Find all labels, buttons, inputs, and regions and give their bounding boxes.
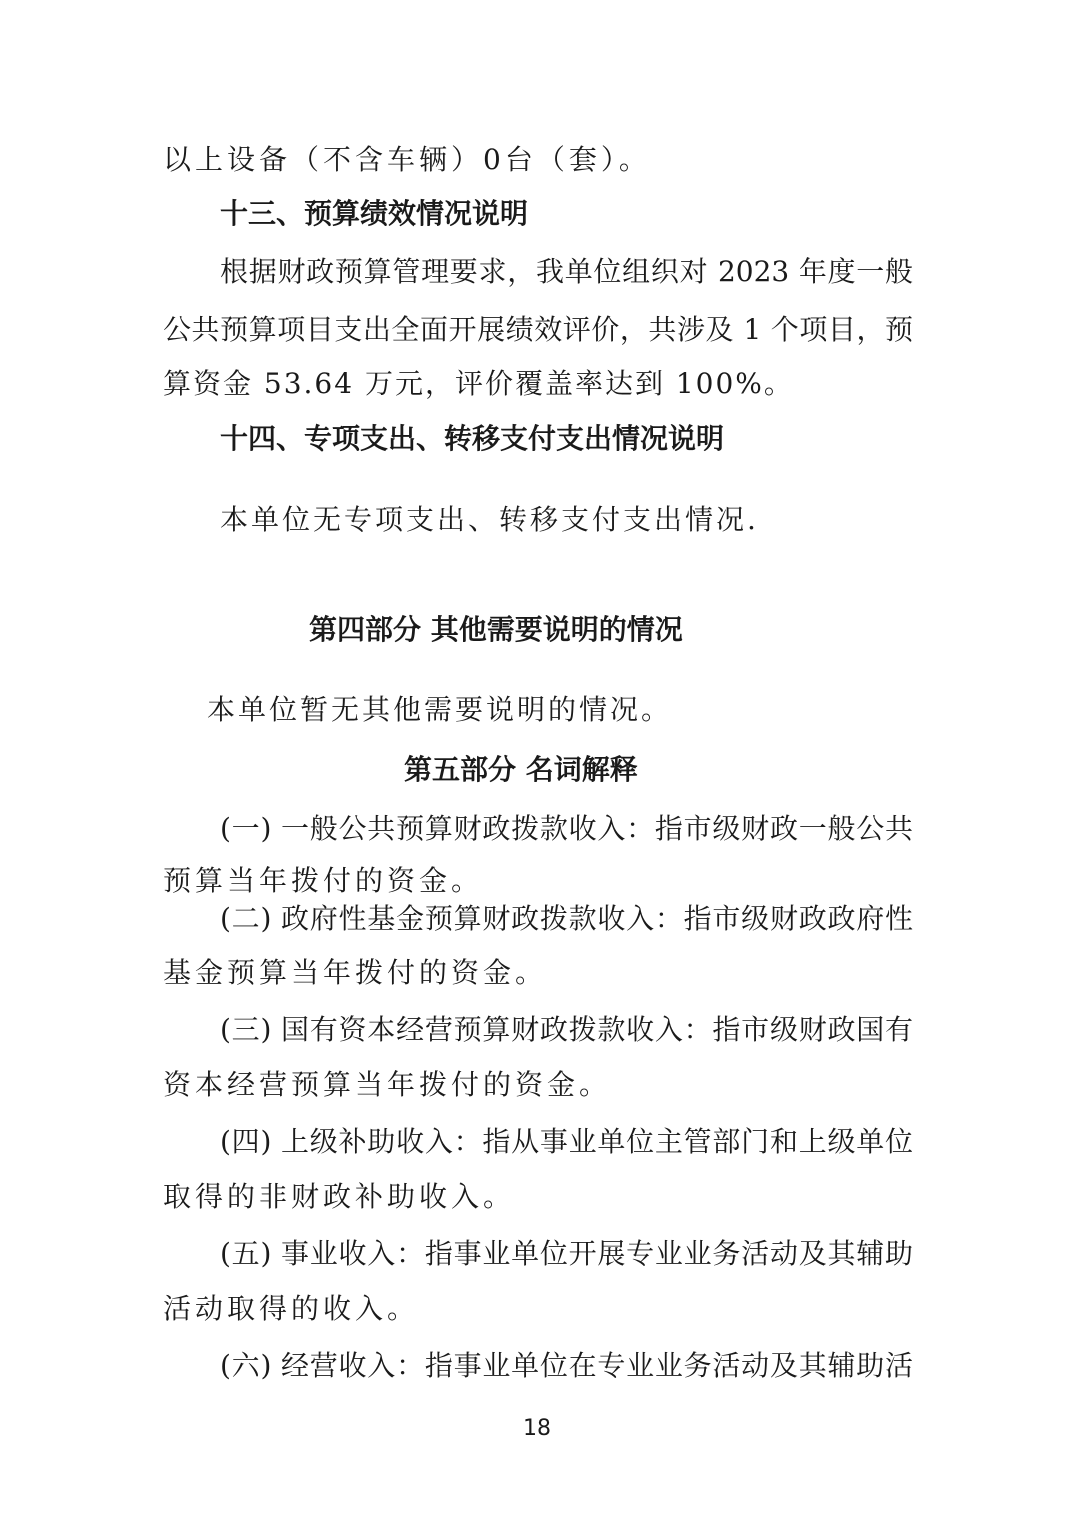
term-line: (六) 经营收入：指事业单位在专业业务活动及其辅助活 [220, 1349, 913, 1382]
paragraph-line: 以上设备（不含车辆）0台（套）。 [163, 143, 651, 176]
part-four-title: 第四部分 其他需要说明的情况 [309, 613, 683, 646]
term-line: (二) 政府性基金预算财政拨款收入：指市级财政政府性 [220, 902, 913, 935]
paragraph-line: 本单位暂无其他需要说明的情况。 [207, 693, 673, 726]
part-five-title: 第五部分 名词解释 [404, 753, 638, 786]
term-line: 资本经营预算当年拨付的资金。 [163, 1068, 612, 1101]
term-line: (三) 国有资本经营预算财政拨款收入：指市级财政国有 [220, 1013, 913, 1046]
section-heading-14: 十四、专项支出、转移支付支出情况说明 [220, 422, 725, 455]
term-line: 取得的非财政补助收入。 [163, 1180, 516, 1213]
section-heading-13: 十三、预算绩效情况说明 [220, 197, 529, 230]
paragraph-line: 算资金 53.64 万元，评价覆盖率达到 100%。 [163, 367, 794, 400]
term-line: 活动取得的收入。 [163, 1292, 420, 1325]
paragraph-line: 公共预算项目支出全面开展绩效评价，共涉及 1 个项目，预 [163, 313, 913, 346]
paragraph-line: 本单位无专项支出、转移支付支出情况. [220, 503, 759, 536]
term-line: (四) 上级补助收入：指从事业单位主管部门和上级单位 [220, 1125, 913, 1158]
term-line: (一) 一般公共预算财政拨款收入：指市级财政一般公共 [220, 812, 913, 845]
page-number: 18 [523, 1416, 551, 1441]
term-line: (五) 事业收入：指事业单位开展专业业务活动及其辅助 [220, 1237, 913, 1270]
paragraph-line: 根据财政预算管理要求，我单位组织对 2023 年度一般 [220, 255, 913, 288]
term-line: 基金预算当年拨付的资金。 [163, 956, 548, 989]
term-line: 预算当年拨付的资金。 [163, 864, 484, 897]
